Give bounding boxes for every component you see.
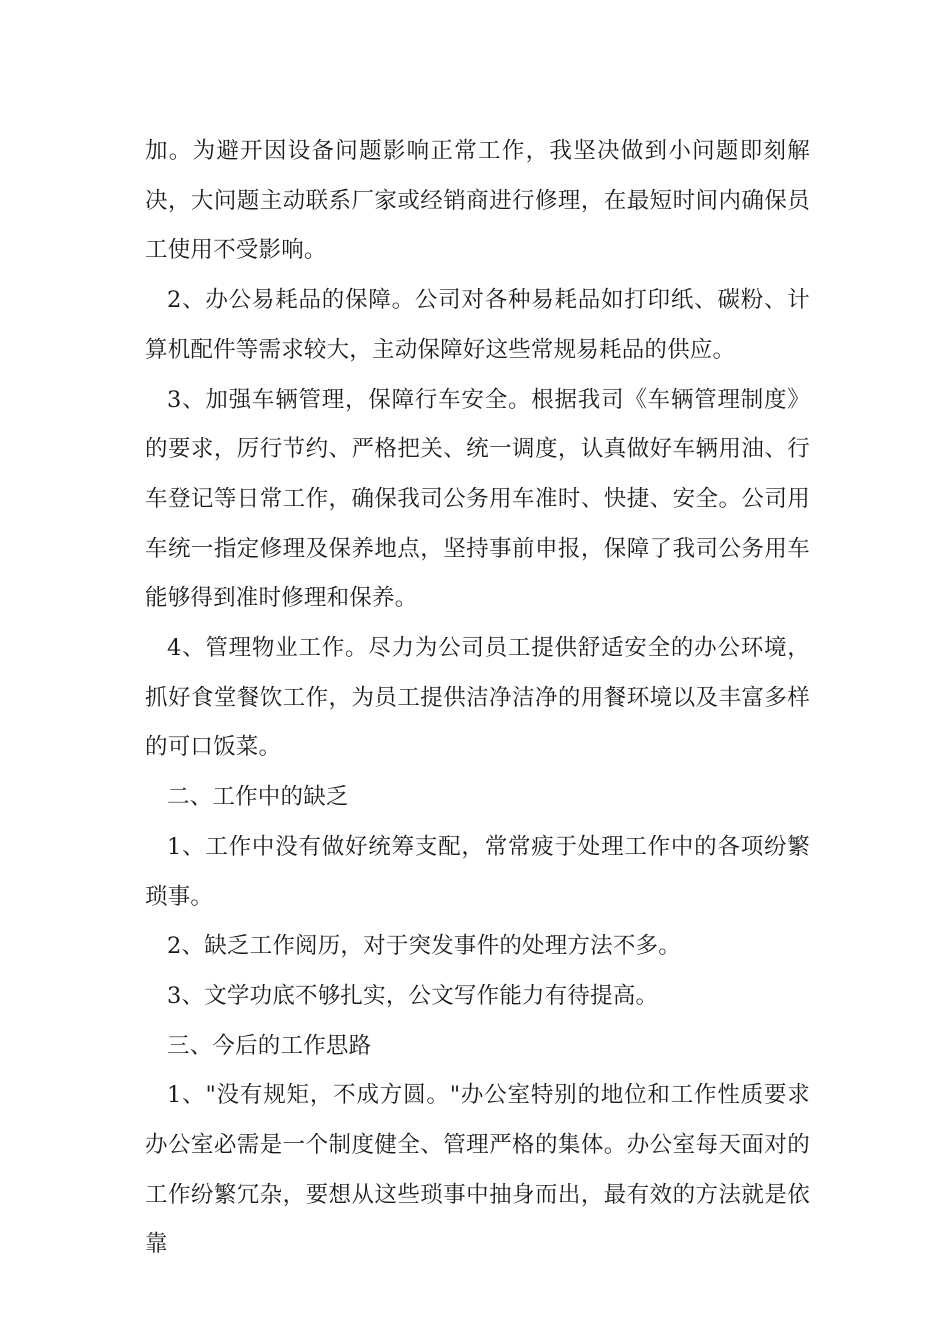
paragraph-plan-1: 1、"没有规矩，不成方圆。"办公室特别的地位和工作性质要求办公室必需是一个制度健全、管理严格的集体。办公室每天面对的工作纷繁冗杂，要想从这些琐事中抽身而出，最有效的方法就是依靠 — [145, 1082, 810, 1258]
paragraph-shortcoming-1: 1、工作中没有做好统筹支配，常常疲于处理工作中的各项纷繁琐事。 — [145, 833, 810, 910]
paragraph-office-supplies: 2、办公易耗品的保障。公司对各种易耗品如打印纸、碳粉、计算机配件等需求较大，主动保障好这些常规易耗品的供应。 — [145, 287, 810, 363]
paragraph-shortcoming-3: 3、文学功底不够扎实，公文写作能力有待提高。 — [167, 982, 659, 1009]
section-heading-shortcomings: 二、工作中的缺乏 — [167, 784, 349, 811]
paragraph-vehicle-management: 3、加强车辆管理，保障行车安全。根据我司《车辆管理制度》的要求，厉行节约、严格把关、统一调度，认真做好车辆用油、行车登记等日常工作，确保我司公务用车准时、快捷、安全。公司用车统一指定修理及保养地点，坚持事前申报，保障了我司公务用车能够得到准时修理和保养。 — [145, 386, 810, 612]
document-body — [145, 127, 810, 1270]
paragraph-continuation: 加。为避开因设备问题影响正常工作，我坚决做到小问题即刻解决，大问题主动联系厂家或经销商进行修理，在最短时间内确保员工使用不受影响。 — [145, 138, 810, 264]
section-heading-future-plan: 三、今后的工作思路 — [167, 1032, 372, 1059]
paragraph-shortcoming-2: 2、缺乏工作阅历，对于突发事件的处理方法不多。 — [167, 933, 681, 960]
paragraph-property-management: 4、管理物业工作。尽力为公司员工提供舒适安全的办公环境，抓好食堂餐饮工作，为员工提供洁净洁净的用餐环境以及丰富多样的可口饭菜。 — [145, 635, 810, 761]
